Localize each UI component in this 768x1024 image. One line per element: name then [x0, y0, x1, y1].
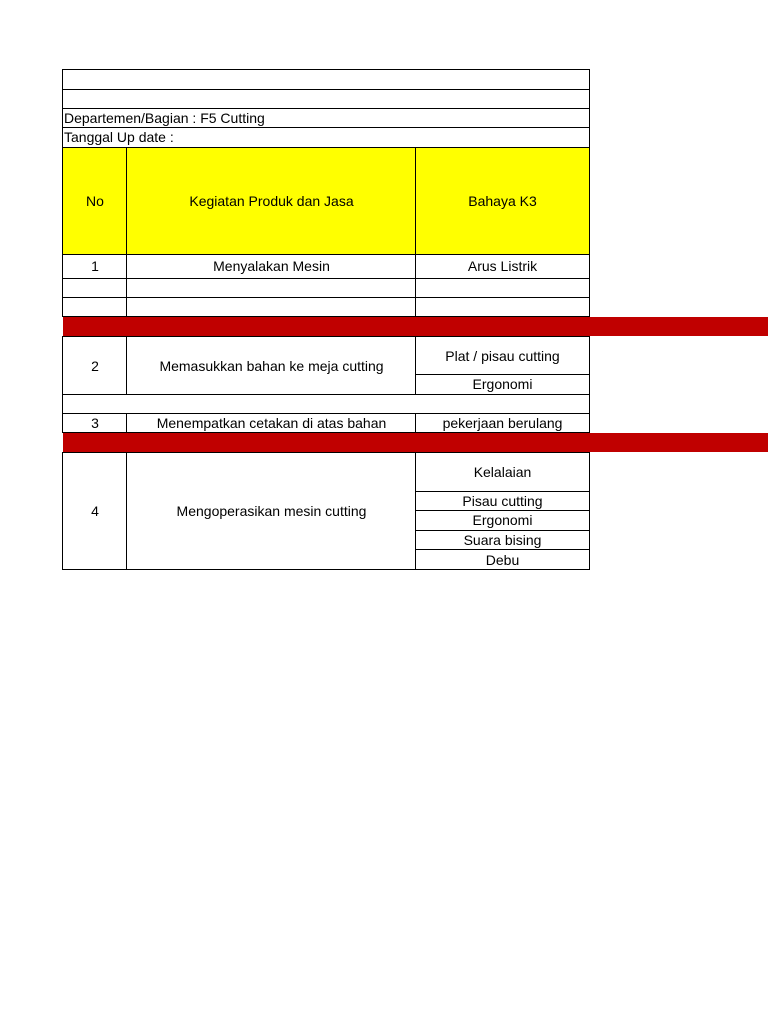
grid-line: [62, 316, 590, 317]
grid-line: [62, 278, 590, 279]
grid-line: [62, 452, 63, 570]
department-label: Departemen/Bagian : F5 Cutting: [64, 109, 265, 126]
row-4-hazard-2: Pisau cutting: [462, 492, 543, 509]
grid-line: [62, 127, 590, 128]
grid-line: [62, 108, 590, 109]
grid-line: [62, 69, 63, 317]
row-3-number: 3: [91, 415, 99, 431]
grid-line: [415, 336, 416, 394]
grid-line: [126, 452, 127, 570]
row-1-number: 1: [91, 258, 99, 274]
grid-line: [62, 254, 590, 255]
grid-line: [589, 336, 590, 433]
grid-line: [62, 452, 590, 453]
column-header-hazard: Bahaya K3: [468, 192, 537, 209]
row-2-hazard-2: Ergonomi: [472, 376, 533, 392]
grid-line: [62, 432, 590, 433]
grid-line: [62, 69, 590, 70]
row-2-activity: Memasukkan bahan ke meja cutting: [159, 357, 384, 374]
column-header-no: No: [86, 192, 104, 209]
grid-line: [62, 569, 590, 570]
header-hazard-cell: [416, 147, 589, 254]
grid-line: [415, 452, 416, 570]
separator-band-1: [63, 317, 768, 336]
grid-line: [62, 89, 590, 90]
grid-line: [589, 69, 590, 317]
grid-line: [62, 336, 590, 337]
grid-line: [126, 336, 127, 394]
update-date-label: Tanggal Up date :: [64, 129, 174, 145]
row-4-number: 4: [91, 503, 99, 519]
row-4-hazard-5: Debu: [485, 551, 520, 568]
row-4-hazard-1: Kelalaian: [473, 464, 532, 480]
grid-line: [62, 297, 590, 298]
row-2-number: 2: [91, 357, 99, 374]
row-4-hazard-4: Suara bising: [463, 532, 542, 548]
row-2-hazard-1: Plat / pisau cutting: [445, 347, 560, 364]
grid-line: [589, 452, 590, 570]
row-4-activity: Mengoperasikan mesin cutting: [176, 503, 367, 519]
grid-line: [415, 374, 590, 375]
header-no-cell: [63, 147, 127, 254]
grid-line: [415, 413, 416, 433]
grid-line: [415, 549, 590, 550]
row-3-activity: Menempatkan cetakan di atas bahan: [156, 415, 387, 431]
row-1-hazard-1: Arus Listrik: [467, 258, 538, 274]
row-1-activity: Menyalakan Mesin: [213, 258, 330, 274]
header-activity-cell: [127, 147, 416, 254]
grid-line: [62, 336, 63, 433]
grid-line: [126, 413, 127, 433]
grid-line: [415, 491, 590, 492]
row-3-hazard-1: pekerjaan berulang: [442, 415, 563, 431]
grid-line: [415, 530, 590, 531]
column-header-activity: Kegiatan Produk dan Jasa: [189, 192, 354, 209]
grid-line: [126, 147, 127, 317]
separator-band-2: [63, 433, 768, 452]
grid-line: [415, 147, 416, 317]
grid-line: [415, 510, 590, 511]
grid-line: [62, 147, 590, 148]
grid-line: [62, 394, 590, 395]
grid-line: [62, 413, 590, 414]
row-4-hazard-3: Ergonomi: [472, 512, 533, 528]
